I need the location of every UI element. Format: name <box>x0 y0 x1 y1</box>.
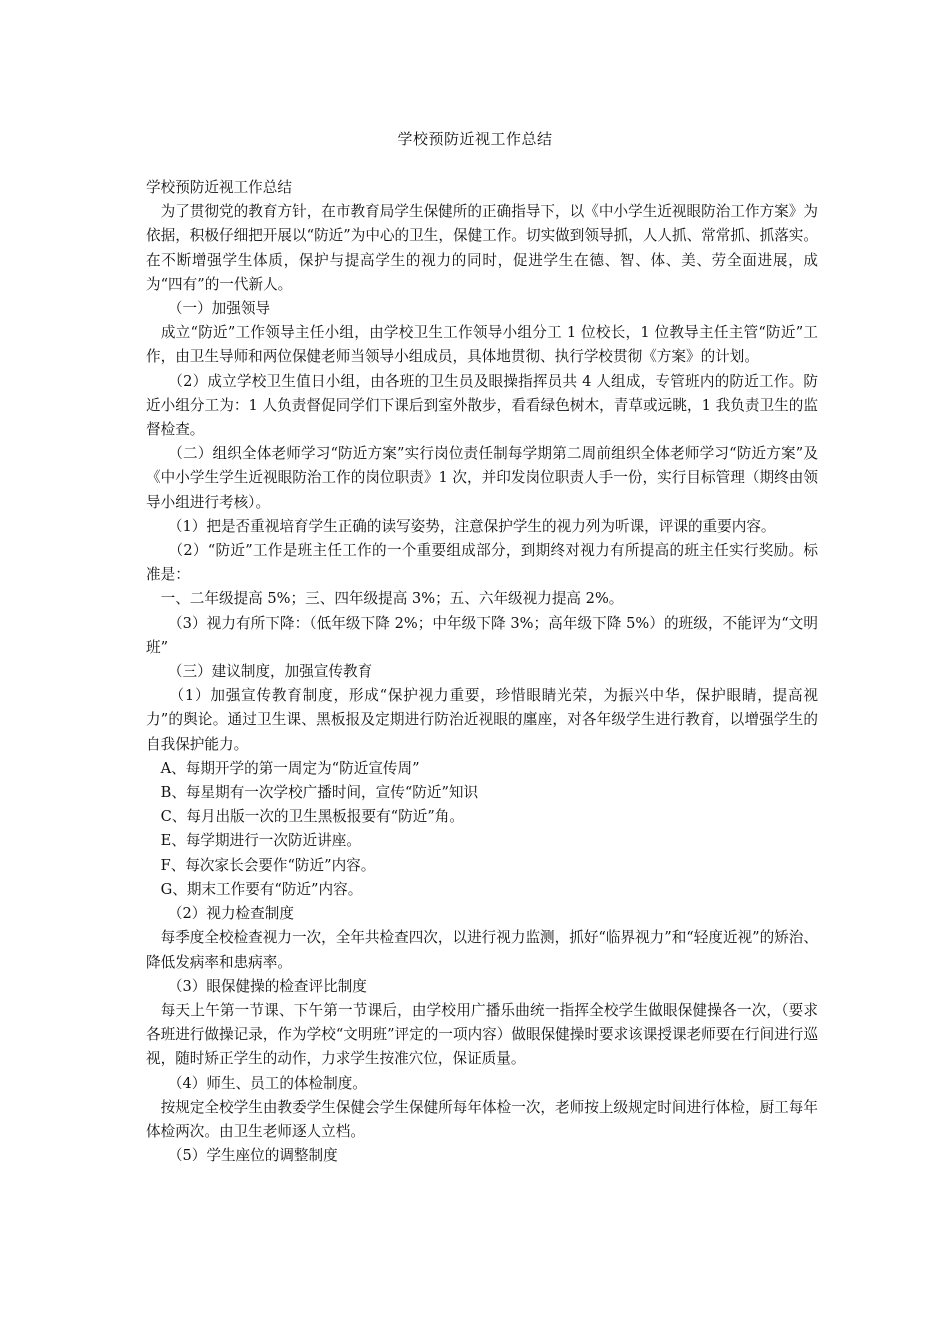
document-body <box>146 176 818 1168</box>
paragraph: （2）成立学校卫生值日小组，由各班的卫生员及眼操指挥员共 4 人组成，专管班内的防近工作。防近小组分工为：1 人负责督促同学们下课后到室外散步，看看绿色树木，青草或远眺，1 我负责卫生的监督检查。 <box>146 372 818 439</box>
document-title: 学校预防近视工作总结 <box>397 130 553 148</box>
paragraph: （4）师生、员工的体检制度。 <box>146 1074 367 1092</box>
paragraph: （1）加强宣传教育制度，形成“保护视力重要，珍惜眼睛光荣，为振兴中华，保护眼睛，提高视力”的舆论。通过卫生课、黑板报及定期进行防治近视眼的廛座，对各年级学生进行教育，以增强学生的自我保护能力。 <box>146 687 818 753</box>
list-item: B、每星期有一次学校广播时间，宣传“防近”知识 <box>146 784 479 802</box>
paragraph: 每季度全校检查视力一次，全年共检查四次，以进行视力监测，抓好“临界视力”和“轻度近视”的矫治、降低发病率和患病率。 <box>146 929 818 971</box>
list-item: G、期末工作要有“防近”内容。 <box>146 880 363 898</box>
paragraph: 按规定全校学生由教委学生保健会学生保健所每年体检一次，老师按上级规定时间进行体检，厨工每年体检两次。由卫生老师逐人立档。 <box>146 1098 818 1140</box>
paragraph: 一、二年级提高 5%；三、四年级提高 3%；五、六年级视力提高 2%。 <box>146 590 624 608</box>
paragraph: （二）组织全体老师学习“防近方案”实行岗位责任制每学期第二周前组织全体老师学习“防近方案”及《中小学生学生近视眼防治工作的岗位职责》1 次，并印发岗位职责人手一份，实行目标管理（期终由领导小组进行考核）。 <box>146 445 818 511</box>
paragraph: （三）建议制度，加强宣传教育 <box>146 663 373 681</box>
paragraph: 每天上午第一节课、下午第一节课后，由学校用广播乐曲统一指挥全校学生做眼保健操各一次，（要求各班进行做操记录，作为学校“文明班”评定的一项内容）做眼保健操时要求该课授课老师要在行间进行巡视，随时矫正学生的动作，力求学生按准穴位，保证质量。 <box>146 1001 818 1068</box>
paragraph: （3）视力有所下降：（低年级下降 2%；中年级下降 3%；高年级下降 5%）的班级，不能评为“文明班” <box>146 614 818 656</box>
paragraph: （一）加强领导 <box>146 300 271 318</box>
paragraph: 学校预防近视工作总结 <box>146 179 292 196</box>
paragraph: （2）“防近”工作是班主任工作的一个重要组成部分，到期终对视力有所提高的班主任实行奖励。标准是： <box>146 542 818 584</box>
paragraph: 为了贯彻党的教育方针，在市教育局学生保健所的正确指导下，以《中小学生近视眼防治工作方案》为依据，积极仔细把开展以“防近”为中心的卫生，保健工作。切实做到领导抓，人人抓、常常抓、抓落实。在不断增强学生体质，保护与提高学生的视力的同时，促进学生在德、智、体、美、劳全面进展，成为“四有”的一代新人。 <box>146 203 818 293</box>
paragraph: （2）视力检查制度 <box>146 905 294 923</box>
list-item: C、每月出版一次的卫生黑板报要有“防近”角。 <box>146 808 464 826</box>
paragraph: （1）把是否重视培育学生正确的读写姿势，注意保护学生的视力列为听课，评课的重要内容。 <box>146 517 776 535</box>
paragraph: 成立“防近”工作领导主任小组，由学校卫生工作领导小组分工 1 位校长，1 位教导主任主管“防近”工作，由卫生导师和两位保健老师当领导小组成员，具体地贯彻、执行学校贯彻《方案》的计划。 <box>146 324 818 366</box>
paragraph: （5）学生座位的调整制度 <box>146 1147 338 1165</box>
list-item: F、每次家长会要作“防近”内容。 <box>146 856 376 874</box>
list-item: E、每学期进行一次防近讲座。 <box>146 832 361 850</box>
list-item: A、每期开学的第一周定为“防近宣传周” <box>146 759 420 777</box>
paragraph: （3）眼保健操的检查评比制度 <box>146 977 367 995</box>
